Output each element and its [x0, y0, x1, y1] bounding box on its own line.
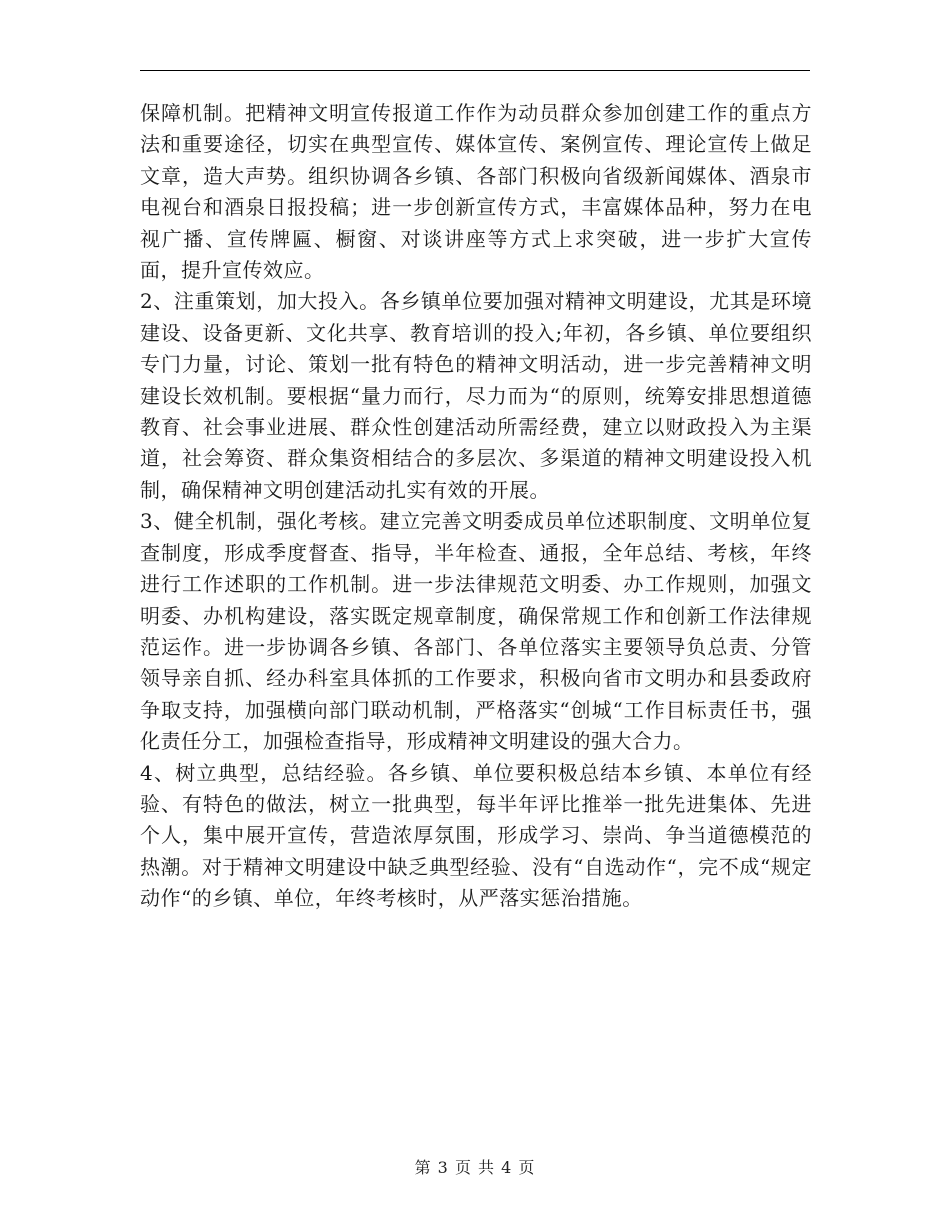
paragraph-guarantee-mechanism: 保障机制。把精神文明宣传报道工作作为动员群众参加创建工作的重点方法和重要途径，切实在典型宣传、媒体宣传、案例宣传、理论宣传上做足文章，造大声势。组织协调各乡镇、各部门积极向省级新闻媒体、酒泉市电视台和酒泉日报投稿；进一步创新宣传方式，丰富媒体品种，努力在电视广播、宣传牌匾、橱窗、对谈讲座等方式上求突破，进一步扩大宣传面，提升宣传效应。: [140, 101, 812, 283]
paragraph-typical-experience: 4、树立典型，总结经验。各乡镇、单位要积极总结本乡镇、本单位有经验、有特色的做法，树立一批典型，每半年评比推举一批先进集体、先进个人，集中展开宣传，营造浓厚氛围，形成学习、崇尚、争当道德模范的热潮。对于精神文明建设中缺乏典型经验、没有“自选动作“，完不成“规定动作“的乡镇、单位，年终考核时，从严落实惩治措施。: [140, 760, 812, 911]
header-rule: [140, 70, 810, 71]
page-number: 第 3 页 共 4 页: [414, 1158, 536, 1177]
paragraph-mechanism-assessment: 3、健全机制，强化考核。建立完善文明委成员单位述职制度、文明单位复查制度，形成季度督查、指导，半年检查、通报，全年总结、考核，年终进行工作述职的工作机制。进一步法律规范文明委、办工作规则，加强文明委、办机构建设，落实既定规章制度，确保常规工作和创新工作法律规范运作。进一步协调各乡镇、各部门、各单位落实主要领导负总责、分管领导亲自抓、经办科室具体抓的工作要求，积极向省市文明办和县委政府争取支持，加强横向部门联动机制，严格落实“创城“工作目标责任书，强化责任分工，加强检查指导，形成精神文明建设的强大合力。: [140, 509, 812, 754]
paragraph-planning-investment: 2、注重策划，加大投入。各乡镇单位要加强对精神文明建设，尤其是环境建设、设备更新、文化共享、教育培训的投入;年初，各乡镇、单位要组织专门力量，讨论、策划一批有特色的精神文明活动，进一步完善精神文明建设长效机制。要根据“量力而行，尽力而为“的原则，统筹安排思想道德教育、社会事业进展、群众性创建活动所需经费，建立以财政投入为主渠道，社会筹资、群众集资相结合的多层次、多渠道的精神文明建设投入机制，确保精神文明创建活动扎实有效的开展。: [140, 289, 812, 502]
document-body: [140, 98, 812, 915]
